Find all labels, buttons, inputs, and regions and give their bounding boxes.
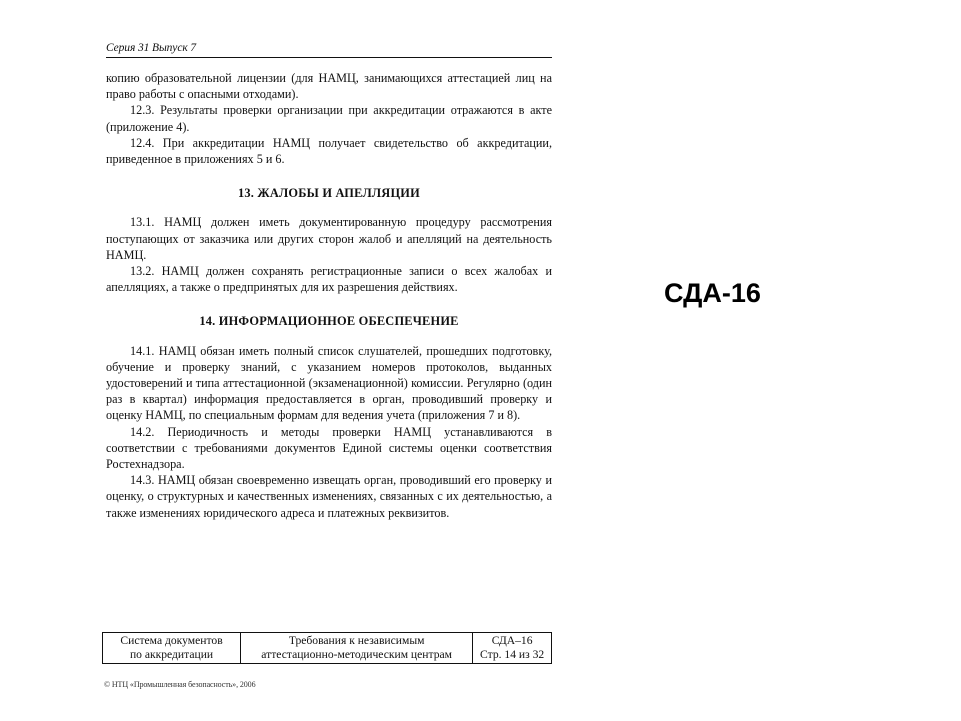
paragraph: 14.1. НАМЦ обязан иметь полный список слушателей, прошедших подготовку, обучение и проверку знаний, с указанием номеров протоколов, выданных удостоверений и типа аттестационной (экзаменационной) комиссии. Регулярно (один раз в квартал) информация предоставляется в орган, проводивший проверку и оценку НАМЦ, по специальным формам для ведения учета (приложения 7 и 8). (106, 343, 552, 423)
footer-table (102, 632, 552, 664)
footer-page-number: Стр. 14 из 32 (480, 648, 545, 661)
section-heading-13: 13. ЖАЛОБЫ И АПЕЛЛЯЦИИ (238, 186, 420, 201)
paragraph: 13.2. НАМЦ должен сохранять регистрационные записи о всех жалобах и апелляциях, а также о предпринятых для их разрешения действиях. (106, 264, 552, 295)
section-heading-14: 14. ИНФОРМАЦИОННОЕ ОБЕСПЕЧЕНИЕ (199, 314, 459, 329)
footer-cell-system (103, 633, 241, 664)
header-rule (106, 57, 552, 58)
paragraph: 12.4. При аккредитации НАМЦ получает свидетельство об аккредитации, приведенное в приложениях 5 и 6. (106, 135, 552, 167)
paragraph: копию образовательной лицензии (для НАМЦ, занимающихся аттестацией лиц на право работы с опасными отходами). (106, 71, 552, 102)
paragraph: 13.1. НАМЦ должен иметь документированную процедуру рассмотрения поступающих от заказчика или других сторон жалоб и апелляций на деятельность НАМЦ. (106, 215, 552, 262)
footer-system-line2: по аккредитации (129, 648, 214, 661)
page-body (106, 70, 552, 521)
copyright-line: © НТЦ «Промышленная безопасность», 2006 (104, 680, 256, 689)
paragraph: 12.3. Результаты проверки организации при аккредитации отражаются в акте (приложение 4). (106, 103, 552, 134)
document-code-label: СДА-16 (664, 278, 761, 308)
footer-cell-page (473, 633, 552, 664)
footer-title-line1: Требования к независимым (288, 634, 425, 647)
footer-cell-title (241, 633, 473, 664)
paragraph: 14.2. Периодичность и методы проверки НАМЦ устанавливаются в соответствии с требованиями документов Единой системы оценки соответствия Ростехнадзора. (106, 424, 552, 472)
series-header: Серия 31 Выпуск 7 (106, 42, 197, 54)
footer-doc-code: СДА–16 (491, 634, 533, 647)
scanned-page (96, 36, 556, 698)
paragraph: 14.3. НАМЦ обязан своевременно извещать орган, проводивший его проверку и оценку, о структурных и качественных изменениях, связанных с их деятельностью, а также изменениях юридического адреса и платежных реквизитов. (106, 473, 552, 520)
footer-system-line1: Система документов (120, 634, 223, 647)
footer-title-line2: аттестационно-методическим центрам (261, 648, 452, 661)
